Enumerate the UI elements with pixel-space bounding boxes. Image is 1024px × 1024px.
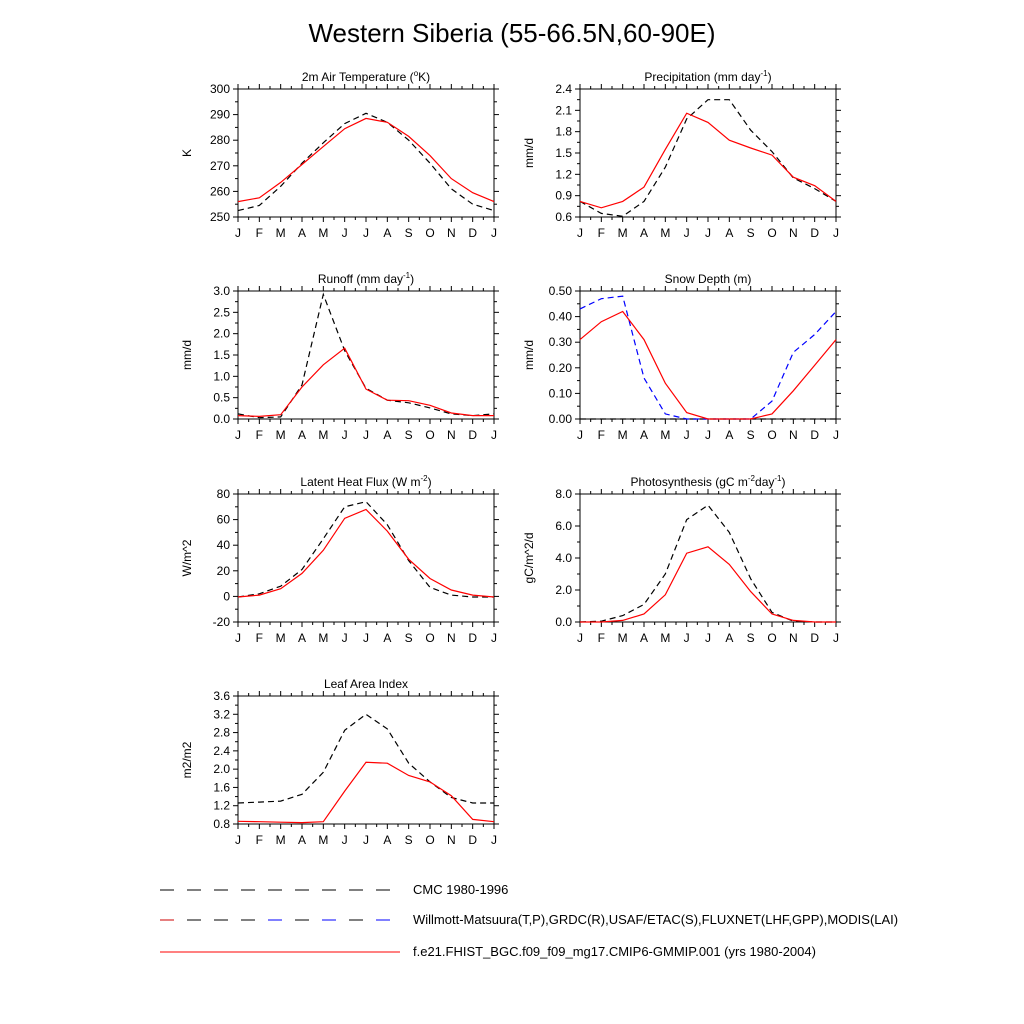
chart-title: Runoff (mm day$^{-1}$) [317,271,415,286]
y-tick-label: 3.2 [213,707,230,722]
legend-line-sample [0,910,400,930]
chart-panel-7 [180,677,499,847]
x-tick-label: M [660,428,671,442]
chart-panel-1 [180,69,499,240]
y-tick-label: 0.00 [548,412,572,426]
x-tick-label: F [597,631,606,645]
x-tick-label: J [341,631,348,645]
x-tick-label: M [617,428,628,442]
x-tick-label: A [383,833,392,847]
x-tick-label: J [833,226,839,240]
y-tick-label: 1.8 [555,124,572,139]
x-tick-label: O [425,833,435,847]
y-tick-label: 260 [209,184,230,199]
y-tick-label: 0.40 [548,309,572,324]
x-tick-label: A [725,428,734,442]
x-tick-label: J [577,226,583,240]
chart-title: Precipitation (mm day$^{-1}$) [644,69,772,84]
x-tick-label: A [297,833,307,847]
x-tick-label: D [810,631,820,645]
x-tick-label: A [383,631,392,645]
x-tick-label: A [725,226,734,240]
x-tick-label: F [255,833,264,847]
x-tick-label: J [235,631,241,645]
x-tick-label: J [705,226,711,240]
legend-label: CMC 1980-1996 [413,882,509,897]
x-tick-label: O [425,428,435,442]
series-line-2 [238,118,494,201]
plot-frame [580,494,836,622]
series-line-2 [580,113,836,208]
x-tick-label: J [833,428,839,442]
x-tick-label: D [468,631,478,645]
y-tick-label: 2.4 [213,743,230,758]
legend-item [0,910,1024,930]
x-tick-label: S [746,226,755,240]
x-tick-label: J [363,428,369,442]
x-tick-label: M [660,631,671,645]
chart-panel-6 [522,474,841,645]
series-line-1 [238,714,494,803]
x-tick-label: J [235,226,241,240]
y-tick-label: 0 [223,589,230,604]
y-tick-label: 3.6 [213,689,230,703]
x-tick-label: D [468,428,478,442]
x-tick-label: J [683,631,690,645]
y-tick-label: 20 [216,563,230,578]
x-tick-label: A [639,631,649,645]
x-tick-label: M [318,833,329,847]
y-axis-label: m2/m2 [180,741,194,779]
y-tick-label: 0.0 [555,615,572,629]
y-tick-label: 300 [209,82,230,96]
x-tick-label: A [297,428,307,442]
x-tick-label: A [297,631,307,645]
x-tick-label: J [363,833,369,847]
y-tick-label: 270 [209,158,230,173]
x-tick-label: D [810,428,820,442]
x-tick-label: O [425,631,435,645]
x-tick-label: A [383,428,392,442]
x-tick-label: J [491,631,497,645]
legend-line-sample [0,942,400,962]
series-line-3 [580,312,836,420]
series-line-2 [238,348,494,416]
x-tick-label: A [725,631,734,645]
y-axis-label: W/m^2 [180,539,194,577]
x-tick-label: J [705,631,711,645]
x-tick-label: N [446,226,456,240]
x-tick-label: O [767,226,777,240]
y-tick-label: 80 [216,487,230,501]
plot-frame [238,291,494,419]
y-tick-label: 6.0 [555,519,572,533]
chart-panel-2 [522,69,841,240]
y-tick-label: 0.8 [213,817,230,831]
chart-title: Photosynthesis (gC $m^{-2}day^{-1}$) [630,474,786,489]
y-tick-label: 1.2 [213,798,230,813]
x-tick-label: J [705,428,711,442]
plot-frame [238,89,494,217]
y-tick-label: 250 [209,210,230,224]
x-tick-label: S [404,428,413,442]
y-tick-label: 2.5 [213,305,230,320]
x-tick-label: J [341,428,348,442]
x-tick-label: J [363,226,369,240]
x-tick-label: J [683,428,690,442]
chart-panel-5 [180,474,499,645]
x-tick-label: A [383,226,392,240]
x-tick-label: J [341,226,348,240]
y-tick-label: -20 [212,615,230,629]
y-tick-label: 1.0 [213,369,230,384]
x-tick-label: F [255,428,264,442]
y-tick-label: 1.5 [555,146,572,160]
series-line-1 [238,294,494,417]
y-tick-label: 2.0 [213,762,230,777]
x-tick-label: N [446,833,456,847]
y-tick-label: 2.1 [555,103,572,118]
series-line-1 [238,113,494,210]
x-tick-label: J [491,226,497,240]
series-line-2 [580,296,836,419]
x-tick-label: O [767,428,777,442]
x-tick-label: S [404,631,413,645]
x-tick-label: N [788,428,798,442]
x-tick-label: J [491,833,497,847]
y-tick-label: 0.20 [548,360,572,375]
x-tick-label: J [833,631,839,645]
legend-line-sample [0,880,400,900]
chart-title: Leaf Area Index [323,677,409,691]
y-tick-label: 0.6 [555,210,572,224]
plot-frame [580,291,836,419]
y-axis-label: gC/m^2/d [522,532,536,584]
x-tick-label: M [275,833,286,847]
chart-title: Latent Heat Flux (W $m^{-2}$) [300,474,432,489]
x-tick-label: D [810,226,820,240]
x-tick-label: M [660,226,671,240]
x-tick-label: O [425,226,435,240]
x-tick-label: M [275,428,286,442]
series-line-2 [238,762,494,822]
y-tick-label: 0.0 [213,412,230,426]
x-tick-label: M [275,631,286,645]
series-line-1 [580,100,836,217]
chart-title: Snow Depth (m) [664,272,752,286]
series-line-1 [238,502,494,597]
y-tick-label: 0.30 [548,335,572,350]
y-tick-label: 1.5 [213,348,230,362]
x-tick-label: F [597,226,606,240]
y-tick-label: 60 [216,512,230,527]
plot-frame [238,494,494,622]
legend-item [0,880,1024,900]
y-tick-label: 2.0 [213,326,230,341]
y-tick-label: 8.0 [555,487,572,501]
y-tick-label: 40 [216,538,230,553]
y-tick-label: 2.0 [555,583,572,597]
x-tick-label: J [363,631,369,645]
x-tick-label: D [468,833,478,847]
plot-frame [580,89,836,217]
y-tick-label: 4.0 [555,551,572,565]
y-axis-label: mm/d [522,138,536,168]
series-line-1 [580,505,836,622]
x-tick-label: O [767,631,777,645]
x-tick-label: J [491,428,497,442]
x-tick-label: F [255,631,264,645]
x-tick-label: S [746,631,755,645]
y-axis-label: mm/d [522,340,536,370]
y-tick-label: 3.0 [213,284,230,298]
y-axis-label: mm/d [180,340,194,370]
y-tick-label: 0.50 [548,284,572,298]
y-tick-label: 0.10 [548,386,572,401]
chart-panel-4 [522,272,841,442]
y-tick-label: 0.9 [555,188,572,203]
x-tick-label: J [235,833,241,847]
series-line-2 [580,547,836,622]
legend-label: Willmott-Matsuura(T,P),GRDC(R),USAF/ETAC(S),FLUXNET(LHF,GPP),MODIS(LAI) [413,912,899,927]
y-tick-label: 280 [209,133,230,148]
x-tick-label: S [746,428,755,442]
y-tick-label: 2.8 [213,725,230,740]
x-tick-label: N [446,631,456,645]
chart-title: 2m Air Temperature ($^o$K) [301,69,431,84]
series-line-2 [238,509,494,597]
x-tick-label: J [341,833,348,847]
x-tick-label: A [297,226,307,240]
x-tick-label: J [235,428,241,442]
plot-frame [238,696,494,824]
x-tick-label: M [318,226,329,240]
x-tick-label: J [577,428,583,442]
x-tick-label: M [318,428,329,442]
x-tick-label: J [577,631,583,645]
x-tick-label: S [404,833,413,847]
figure-title: Western Siberia (55-66.5N,60-90E) [308,18,716,48]
x-tick-label: N [788,631,798,645]
x-tick-label: A [639,226,649,240]
chart-panel-3 [180,271,499,442]
x-tick-label: N [446,428,456,442]
y-axis-label: K [180,148,194,158]
x-tick-label: M [318,631,329,645]
x-tick-label: F [597,428,606,442]
y-tick-label: 1.2 [555,167,572,182]
x-tick-label: N [788,226,798,240]
y-tick-label: 290 [209,107,230,122]
y-tick-label: 2.4 [555,82,572,96]
legend-item [0,942,1024,962]
x-tick-label: M [275,226,286,240]
x-tick-label: S [404,226,413,240]
x-tick-label: M [617,631,628,645]
x-tick-label: M [617,226,628,240]
x-tick-label: A [639,428,649,442]
x-tick-label: F [255,226,264,240]
y-tick-label: 1.6 [213,780,230,795]
x-tick-label: J [683,226,690,240]
y-tick-label: 0.5 [213,390,230,405]
legend-label: f.e21.FHIST_BGC.f09_f09_mg17.CMIP6-GMMIP.001 (yrs 1980-2004) [413,944,816,959]
x-tick-label: D [468,226,478,240]
